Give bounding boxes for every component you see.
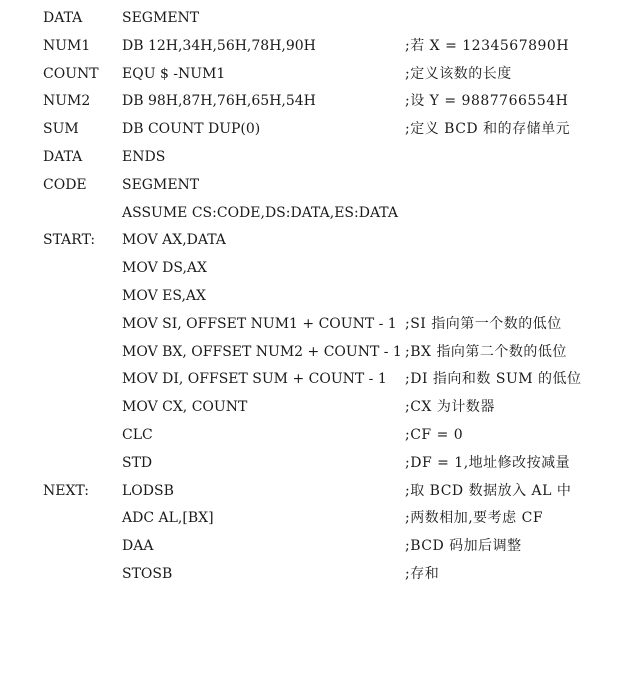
code-line-mov-di — [0, 366, 626, 394]
code-line-data-segment — [0, 5, 626, 33]
line-instruction: STOSB — [122, 565, 173, 582]
code-line-assume — [0, 200, 626, 228]
code-line-code-segment — [0, 172, 626, 200]
code-line-stosb — [0, 561, 626, 589]
line-label: NUM2 — [43, 93, 91, 110]
line-instruction: DB 12H,34H,56H,78H,90H — [122, 37, 316, 54]
line-comment: ;DF = 1,地址修改按减量 — [405, 454, 571, 471]
line-comment: ;CF = 0 — [405, 426, 464, 443]
line-instruction: ASSUME CS:CODE,DS:DATA,ES:DATA — [122, 204, 398, 221]
line-comment: ;两数相加,要考虑 CF — [405, 510, 544, 527]
line-instruction: EQU $ -NUM1 — [122, 65, 226, 82]
code-line-start — [0, 227, 626, 255]
line-instruction: MOV DS,AX — [122, 260, 207, 277]
line-instruction: STD — [122, 454, 153, 471]
line-label: START: — [43, 232, 96, 249]
code-line-adc — [0, 505, 626, 533]
line-label: NEXT: — [43, 482, 89, 499]
code-line-mov-ds — [0, 255, 626, 283]
line-instruction: ENDS — [122, 148, 166, 165]
code-line-mov-cx — [0, 394, 626, 422]
line-instruction: DAA — [122, 538, 154, 555]
line-instruction: SEGMENT — [122, 176, 200, 193]
line-comment: ;BX 指向第二个数的低位 — [405, 343, 567, 360]
code-line-num2 — [0, 88, 626, 116]
code-line-count — [0, 61, 626, 89]
code-line-mov-bx — [0, 339, 626, 367]
line-instruction: DB 98H,87H,76H,65H,54H — [122, 93, 316, 110]
code-line-sum — [0, 116, 626, 144]
line-instruction: LODSB — [122, 482, 174, 499]
line-instruction: SEGMENT — [122, 10, 200, 26]
line-comment: ;若 X = 1234567890H — [405, 37, 570, 54]
line-label: CODE — [43, 176, 87, 193]
code-line-num1 — [0, 33, 626, 61]
line-label: NUM1 — [43, 37, 91, 54]
line-instruction: MOV DI, OFFSET SUM + COUNT - 1 — [122, 371, 387, 388]
line-instruction: ADC AL,[BX] — [122, 510, 214, 527]
code-line-clc — [0, 422, 626, 450]
line-instruction: MOV SI, OFFSET NUM1 + COUNT - 1 — [122, 315, 397, 332]
line-comment: ;取 BCD 数据放入 AL 中 — [405, 482, 572, 499]
line-comment: ;定义该数的长度 — [405, 65, 512, 82]
code-line-std — [0, 450, 626, 478]
code-line-mov-si — [0, 311, 626, 339]
line-comment: ;DI 指向和数 SUM 的低位 — [405, 371, 582, 388]
line-label: SUM — [43, 121, 79, 138]
line-comment: ;BCD 码加后调整 — [405, 538, 522, 555]
line-instruction: MOV BX, OFFSET NUM2 + COUNT - 1 — [122, 343, 402, 360]
line-label: COUNT — [43, 65, 99, 82]
line-comment: ;设 Y = 9887766554H — [405, 93, 569, 110]
line-label: DATA — [43, 148, 83, 165]
code-line-data-ends — [0, 144, 626, 172]
line-comment: ;定义 BCD 和的存储单元 — [405, 121, 571, 138]
line-instruction: CLC — [122, 426, 153, 443]
line-instruction: MOV AX,DATA — [122, 232, 226, 249]
line-instruction: MOV CX, COUNT — [122, 399, 248, 416]
line-comment: ;CX 为计数器 — [405, 399, 495, 416]
line-instruction: MOV ES,AX — [122, 287, 206, 304]
line-label: DATA — [43, 10, 83, 26]
code-line-next — [0, 478, 626, 506]
line-comment: ;SI 指向第一个数的低位 — [405, 315, 562, 332]
code-line-mov-es — [0, 283, 626, 311]
line-comment: ;存和 — [405, 565, 440, 582]
code-line-daa — [0, 533, 626, 561]
code-listing — [0, 5, 626, 589]
line-instruction: DB COUNT DUP(0) — [122, 121, 261, 138]
